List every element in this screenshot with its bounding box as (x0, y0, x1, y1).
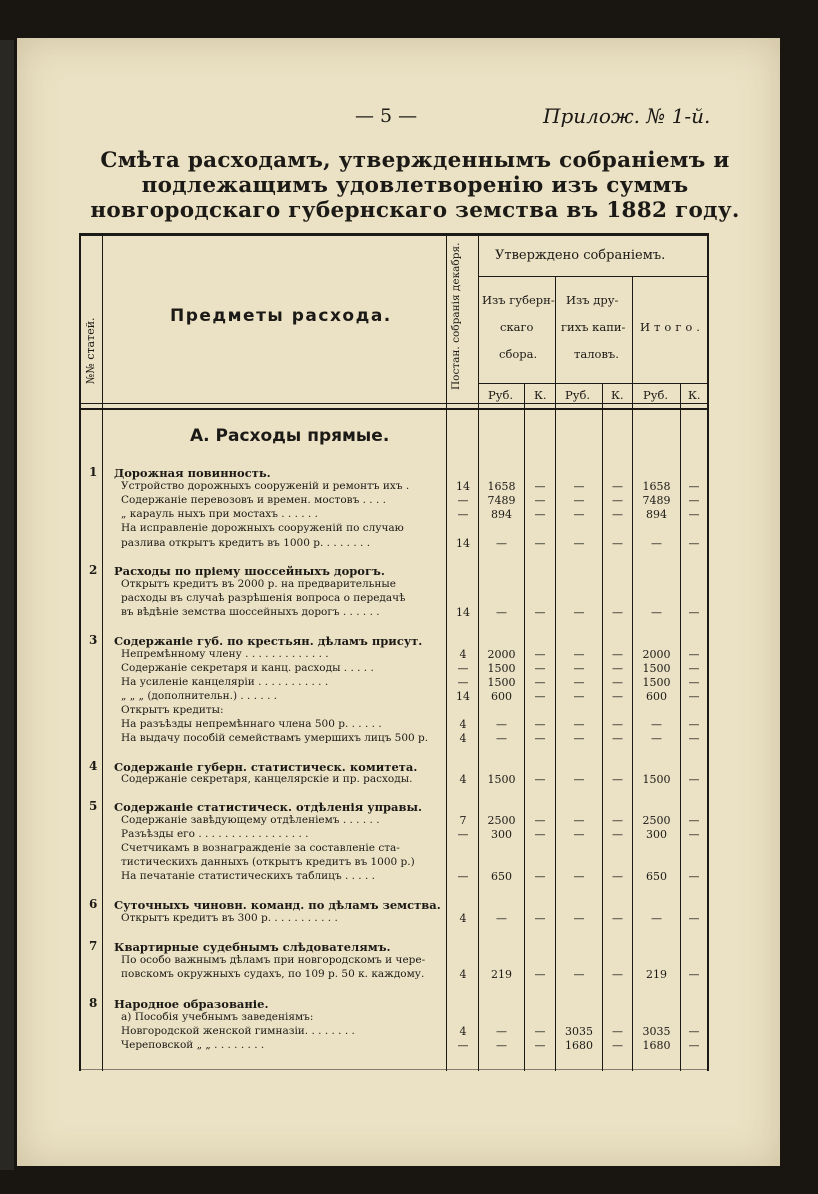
cell-gub: 2000 (487, 648, 516, 661)
row-description: По особо важнымъ дѣламъ при новгородскомъ и чере- (121, 954, 426, 966)
cell-gk: — (534, 480, 546, 493)
row-description: повскомъ окружныхъ судахъ, по 109 р. 50 к. каждому. (121, 968, 425, 980)
cell-tot: 3035 (642, 1025, 671, 1038)
cell-gk: — (534, 968, 546, 981)
cell-tot: 1680 (642, 1039, 671, 1052)
row-description: Череповской „ „ . . . . . . . . (121, 1039, 265, 1051)
cell-tot: — (651, 537, 662, 550)
row-number: 4 (89, 759, 98, 773)
cell-gk: — (534, 648, 546, 661)
cell-gk: — (534, 690, 546, 703)
row-heading: Суточныхъ чиновн. команд. по дѣламъ земства. (114, 898, 441, 912)
row-description: Устройство дорожныхъ сооруженій и ремонтъ ихъ . (121, 480, 410, 492)
cell-tot: 1500 (642, 662, 671, 675)
kop-header-3: К. (688, 388, 701, 402)
cell-gk: — (534, 814, 546, 827)
cell-tk: — (688, 508, 700, 521)
cell-gk: — (534, 912, 546, 925)
row-heading: Дорожная повинность. (114, 466, 271, 480)
cell-gk: — (534, 494, 546, 507)
cell-tot: 1500 (642, 773, 671, 786)
cell-oth: — (573, 912, 585, 925)
row-description: Счетчикамъ в вознагражденіе за составленіе ста- (121, 842, 400, 854)
cell-tk: — (688, 870, 700, 883)
cell-tk: — (688, 662, 700, 675)
row-number: 3 (89, 633, 98, 647)
cell-tk: — (688, 828, 700, 841)
section-a-title: А. Расходы прямые. (190, 426, 390, 446)
row-number: 7 (89, 939, 98, 953)
cell-tk: — (688, 912, 700, 925)
cell-oth: — (573, 732, 585, 745)
from-gub-3: сбора. (499, 347, 538, 361)
cell-tk: — (688, 1025, 700, 1038)
row-description: Открытъ кредиты: (121, 704, 224, 716)
cell-gub: — (496, 732, 507, 745)
cell-gub: — (496, 912, 507, 925)
cell-gub: 600 (491, 690, 512, 703)
cell-post: 7 (459, 814, 467, 827)
cell-tk: — (688, 773, 700, 786)
approved-header: Утверждено собраніемъ. (495, 248, 666, 263)
cell-gub: 219 (491, 968, 512, 981)
row-description: „ карауль ныхъ при мостахъ . . . . . . (121, 508, 318, 520)
cell-oth: — (573, 606, 585, 619)
cell-post: 14 (456, 480, 470, 493)
cell-gub: 2500 (487, 814, 516, 827)
cell-tk: — (688, 648, 700, 661)
cell-gk: — (534, 1039, 546, 1052)
row-number: 8 (89, 996, 98, 1010)
from-other-2: гихъ капи- (561, 320, 626, 334)
row-description: Разъѣзды его . . . . . . . . . . . . . . . . . (121, 828, 309, 840)
cell-tk: — (688, 732, 700, 745)
row-description: расходы въ случаѣ разрѣшенія вопроса о передачѣ (121, 592, 406, 604)
cell-tot: 2500 (642, 814, 671, 827)
cell-ok: — (612, 662, 623, 675)
cell-post: 4 (459, 1025, 467, 1038)
row-heading: Квартирные судебнымъ слѣдователямъ. (114, 940, 391, 954)
row-description: Открытъ кредитъ въ 2000 р. на предварительные (121, 578, 396, 590)
cell-oth: — (573, 814, 585, 827)
cell-tot: — (651, 606, 662, 619)
cell-post: 4 (459, 773, 467, 786)
row-description: тистическихъ данныхъ (открытъ кредитъ въ 1000 р.) (121, 856, 415, 868)
cell-gub: 1500 (487, 676, 516, 689)
cell-tot: — (651, 718, 662, 731)
cell-ok: — (612, 814, 623, 827)
cell-tot: 1500 (642, 676, 671, 689)
from-other-3: таловъ. (574, 347, 619, 361)
cell-ok: — (612, 718, 623, 731)
cell-gub: — (496, 1025, 507, 1038)
row-description: Содержаніе секретаря, канцелярскіе и пр. расходы. (121, 773, 413, 785)
cell-tot: 219 (646, 968, 667, 981)
cell-post: — (457, 676, 469, 689)
rub-header-2: Руб. (565, 388, 591, 402)
cell-post: 4 (459, 912, 467, 925)
page-number: — 5 — (355, 105, 418, 127)
cell-tk: — (688, 494, 700, 507)
cell-oth: — (573, 870, 585, 883)
from-gub-2: скаго (500, 320, 534, 334)
cell-tk: — (688, 606, 700, 619)
row-description: а) Пособія учебнымъ заведеніямъ: (121, 1011, 314, 1023)
row-number: 5 (89, 799, 98, 813)
cell-oth: — (573, 690, 585, 703)
cell-post: 4 (459, 732, 467, 745)
cell-tk: — (688, 718, 700, 731)
cell-post: 14 (456, 606, 470, 619)
cell-oth: — (573, 508, 585, 521)
cell-tk: — (688, 1039, 700, 1052)
cell-ok: — (612, 690, 623, 703)
row-description: Содержаніе секретаря и канц. расходы . . . . . (121, 662, 374, 674)
cell-gub: 894 (491, 508, 512, 521)
cell-oth: — (573, 480, 585, 493)
row-description: разлива открытъ кредитъ въ 1000 р. . . . . . . . (121, 537, 371, 549)
cell-post: — (457, 662, 469, 675)
cell-gk: — (534, 828, 546, 841)
cell-post: 4 (459, 968, 467, 981)
row-heading: Содержаніе статистическ. отдѣленія управы. (114, 800, 423, 814)
cell-tot: 650 (646, 870, 667, 883)
cell-gk: — (534, 1025, 546, 1038)
cell-gub: — (496, 537, 507, 550)
total-header: Итого. (640, 320, 704, 334)
cell-gub: 1500 (487, 773, 516, 786)
cell-post: — (457, 508, 469, 521)
cell-ok: — (612, 508, 623, 521)
cell-gk: — (534, 676, 546, 689)
row-description: Непремѣнному члену . . . . . . . . . . . . . (121, 648, 329, 660)
cell-ok: — (612, 828, 623, 841)
cell-ok: — (612, 732, 623, 745)
page-title: Смѣта расходамъ, утвержденнымъ собраніемъ и подлежащимъ удовлетворенію изъ суммъ новгородскаго губернскаго земства въ 1882 году. (90, 148, 740, 223)
cell-ok: — (612, 606, 623, 619)
rub-header-3: Руб. (643, 388, 669, 402)
cell-gub: 300 (491, 828, 512, 841)
cell-gub: 1658 (487, 480, 516, 493)
row-description: На исправленіе дорожныхъ сооруженій по случаю (121, 522, 404, 534)
cell-oth: — (573, 828, 585, 841)
cell-tot: 300 (646, 828, 667, 841)
cell-ok: — (612, 676, 623, 689)
row-number: 2 (89, 563, 98, 577)
cell-post: — (457, 870, 469, 883)
cell-tk: — (688, 537, 700, 550)
from-other-1: Изъ дру- (566, 293, 619, 307)
row-description: На печатаніе статистическихъ таблицъ . . . . . (121, 870, 375, 882)
cell-tk: — (688, 676, 700, 689)
cell-ok: — (612, 1039, 623, 1052)
cell-gub: — (496, 718, 507, 731)
cell-gk: — (534, 508, 546, 521)
cell-tk: — (688, 968, 700, 981)
kop-header-2: К. (611, 388, 624, 402)
cell-tot: 1658 (642, 480, 671, 493)
cell-oth: — (573, 648, 585, 661)
cell-ok: — (612, 870, 623, 883)
cell-ok: — (612, 773, 623, 786)
cell-tot: — (651, 912, 662, 925)
col-number-header: №№ статей. (84, 317, 97, 384)
cell-oth: 3035 (565, 1025, 593, 1038)
cell-gub: 1500 (487, 662, 516, 675)
cell-oth: — (573, 676, 585, 689)
row-description: въ вѣдѣніе земства шоссейныхъ дорогъ . . . . . . (121, 606, 380, 618)
cell-ok: — (612, 537, 623, 550)
cell-tot: 2000 (642, 648, 671, 661)
cell-gub: 650 (491, 870, 512, 883)
cell-gub: 7489 (487, 494, 516, 507)
cell-oth: 1680 (565, 1039, 593, 1052)
cell-tk: — (688, 480, 700, 493)
cell-oth: — (573, 968, 585, 981)
cell-gk: — (534, 718, 546, 731)
cell-ok: — (612, 912, 623, 925)
cell-post: — (457, 1039, 469, 1052)
row-description: Открытъ кредитъ въ 300 р. . . . . . . . . . . (121, 912, 338, 924)
cell-tot: 894 (646, 508, 667, 521)
cell-ok: — (612, 1025, 623, 1038)
row-number: 1 (89, 465, 98, 479)
cell-tot: 600 (646, 690, 667, 703)
row-heading: Расходы по пріему шоссейныхъ дорогъ. (114, 564, 385, 578)
from-gub-1: Изъ губерн- (482, 293, 555, 307)
row-description: На усиленіе канцеляріи . . . . . . . . . . . (121, 676, 329, 688)
cell-tot: — (651, 732, 662, 745)
cell-ok: — (612, 648, 623, 661)
cell-oth: — (573, 718, 585, 731)
cell-ok: — (612, 494, 623, 507)
col-resolution-header: Постан. собранія декабря. (450, 242, 462, 390)
row-heading: Содержаніе губерн. статистическ. комитета. (114, 760, 418, 774)
cell-oth: — (573, 537, 585, 550)
cell-gk: — (534, 870, 546, 883)
cell-oth: — (573, 662, 585, 675)
cell-post: 14 (456, 690, 470, 703)
cell-post: 4 (459, 648, 467, 661)
cell-oth: — (573, 773, 585, 786)
row-heading: Содержаніе губ. по крестьян. дѣламъ присут. (114, 634, 423, 648)
appendix-label: Прилож. № 1-й. (543, 104, 711, 128)
row-description: На выдачу пособій семействамъ умершихъ лицъ 500 р. (121, 732, 429, 744)
cell-gub: — (496, 606, 507, 619)
kop-header-1: К. (534, 388, 547, 402)
cell-gk: — (534, 732, 546, 745)
cell-gk: — (534, 773, 546, 786)
cell-oth: — (573, 494, 585, 507)
row-description: Новгородской женской гимназіи. . . . . . . . (121, 1025, 355, 1037)
row-description: На разъѣзды непремѣннаго члена 500 р. . . . . . (121, 718, 382, 730)
row-description: Содержаніе перевозовъ и времен. мостовъ . . . . (121, 494, 386, 506)
cell-tot: 7489 (642, 494, 671, 507)
cell-post: — (457, 494, 469, 507)
cell-ok: — (612, 968, 623, 981)
cell-post: — (457, 828, 469, 841)
cell-gk: — (534, 606, 546, 619)
cell-ok: — (612, 480, 623, 493)
row-description: „ „ „ (дополнительн.) . . . . . . (121, 690, 278, 702)
col-subject-header: Предметы расхода. (170, 306, 392, 326)
cell-tk: — (688, 690, 700, 703)
cell-post: 14 (456, 537, 470, 550)
row-number: 6 (89, 897, 98, 911)
page-left-edge (0, 40, 14, 1170)
cell-tk: — (688, 814, 700, 827)
rub-header-1: Руб. (488, 388, 514, 402)
cell-post: 4 (459, 718, 467, 731)
row-description: Содержаніе завѣдующему отдѣленіемъ . . . . . . (121, 814, 380, 826)
cell-gk: — (534, 537, 546, 550)
cell-gk: — (534, 662, 546, 675)
cell-gub: — (496, 1039, 507, 1052)
row-heading: Народное образованіе. (114, 997, 269, 1011)
